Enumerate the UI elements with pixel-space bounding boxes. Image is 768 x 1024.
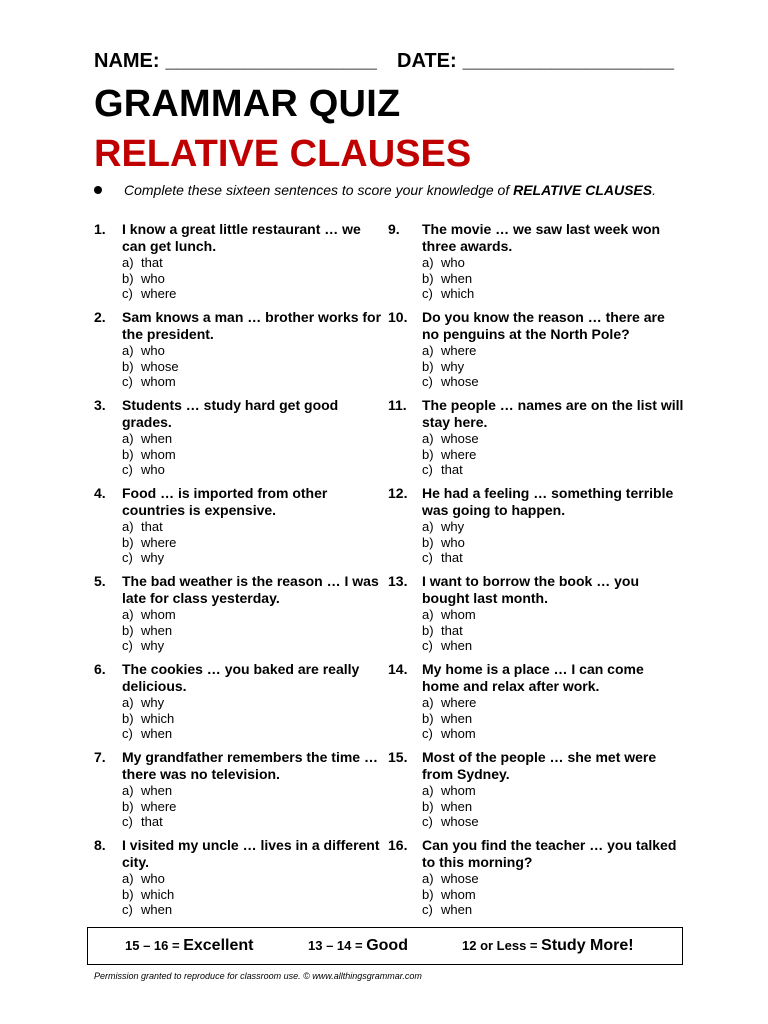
answer-option	[422, 814, 684, 830]
answer-option	[122, 783, 384, 799]
option-letter: a)	[422, 607, 434, 622]
question-options	[422, 783, 684, 830]
answer-option	[422, 255, 684, 271]
name-field	[94, 50, 377, 73]
answer-option	[422, 535, 684, 551]
answer-option	[122, 550, 384, 566]
option-letter: b)	[122, 358, 134, 374]
question-options	[422, 871, 684, 918]
question-options	[122, 519, 384, 566]
question-number: 6.	[94, 661, 106, 677]
answer-option	[422, 726, 684, 742]
option-text: whose	[441, 431, 479, 446]
answer-option	[122, 535, 384, 551]
option-text: whom	[141, 607, 176, 622]
answer-option	[122, 255, 384, 271]
question-options	[122, 607, 384, 654]
answer-option	[122, 447, 384, 463]
question-number: 8.	[94, 837, 106, 853]
question-text: The cookies … you baked are really delicious.	[122, 661, 360, 694]
question-options	[122, 431, 384, 478]
question-item	[94, 485, 384, 573]
option-letter: c)	[422, 550, 433, 565]
question-item	[94, 661, 384, 749]
option-text: where	[141, 286, 177, 301]
option-letter: b)	[422, 270, 434, 286]
question-options	[422, 255, 684, 302]
answer-option	[122, 519, 384, 535]
option-letter: c)	[422, 286, 433, 301]
question-number: 4.	[94, 485, 106, 501]
option-letter: b)	[422, 358, 434, 374]
option-text: why	[141, 638, 165, 653]
question-item	[388, 221, 684, 309]
questions-right-column	[388, 221, 684, 925]
answer-option	[122, 623, 384, 639]
option-text: where	[441, 343, 477, 358]
option-letter: b)	[422, 886, 434, 902]
option-text: that	[441, 622, 463, 638]
date-field	[397, 50, 674, 73]
page-subtitle: RELATIVE CLAUSES	[94, 133, 472, 175]
option-text: when	[441, 798, 473, 814]
question-options	[122, 695, 384, 742]
question-number: 13.	[388, 573, 408, 589]
option-text: which	[141, 886, 175, 902]
option-letter: b)	[122, 270, 134, 286]
question-text: He had a feeling … something terrible was going to happen.	[422, 485, 674, 518]
option-text: where	[441, 446, 477, 462]
option-text: whose	[141, 358, 179, 374]
question-options	[422, 519, 684, 566]
option-letter: c)	[122, 726, 133, 741]
option-text: who	[141, 462, 165, 477]
answer-option	[122, 374, 384, 390]
question-number: 16.	[388, 837, 408, 853]
answer-option	[422, 431, 684, 447]
option-letter: a)	[422, 431, 434, 446]
answer-option	[422, 447, 684, 463]
answer-option	[122, 871, 384, 887]
question-number: 11.	[388, 397, 407, 413]
header	[94, 50, 674, 73]
name-blank: ___________________	[165, 50, 377, 72]
option-text: who	[141, 871, 165, 886]
option-letter: a)	[122, 431, 134, 446]
option-letter: b)	[122, 622, 134, 638]
footer-permission: Permission granted to reproduce for classroom use. © www.allthingsgrammar.com	[94, 971, 422, 981]
question-item	[94, 837, 384, 925]
question-text: Most of the people … she met were from Sydney.	[422, 749, 657, 782]
date-label: DATE:	[397, 50, 457, 72]
option-text: that	[441, 550, 463, 565]
answer-option	[422, 271, 684, 287]
answer-option	[122, 638, 384, 654]
question-options	[422, 431, 684, 478]
scoring-box	[87, 927, 683, 965]
option-letter: a)	[422, 695, 434, 710]
question-item	[388, 661, 684, 749]
option-text: that	[141, 519, 163, 534]
option-text: when	[141, 783, 173, 798]
answer-option	[122, 902, 384, 918]
question-item	[388, 573, 684, 661]
option-text: which	[141, 710, 175, 726]
answer-option	[422, 695, 684, 711]
option-letter: c)	[422, 462, 433, 477]
option-letter: b)	[422, 798, 434, 814]
name-label: NAME:	[94, 50, 160, 72]
question-number: 9.	[388, 221, 400, 237]
answer-option	[422, 799, 684, 815]
question-item	[94, 309, 384, 397]
option-letter: a)	[422, 255, 434, 270]
question-number: 7.	[94, 749, 106, 765]
option-letter: a)	[422, 871, 434, 886]
option-letter: b)	[122, 710, 134, 726]
score-good: 13 – 14 = Good	[308, 937, 408, 954]
option-letter: c)	[422, 726, 433, 741]
question-text: The people … names are on the list will stay here.	[422, 397, 684, 430]
option-text: when	[141, 431, 173, 446]
option-text: when	[441, 902, 473, 917]
option-letter: c)	[122, 902, 133, 917]
answer-option	[122, 286, 384, 302]
option-text: that	[441, 462, 463, 477]
question-number: 2.	[94, 309, 106, 325]
option-text: whom	[141, 446, 176, 462]
answer-option	[422, 871, 684, 887]
answer-option	[422, 462, 684, 478]
answer-option	[422, 343, 684, 359]
option-letter: b)	[122, 798, 134, 814]
answer-option	[122, 814, 384, 830]
option-text: why	[441, 358, 465, 374]
option-letter: b)	[122, 886, 134, 902]
page-title: GRAMMAR QUIZ	[94, 83, 401, 125]
option-text: why	[441, 519, 465, 534]
question-text: Sam knows a man … brother works for the president.	[122, 309, 382, 342]
option-text: whose	[441, 871, 479, 886]
option-letter: a)	[122, 343, 134, 358]
option-text: when	[441, 638, 473, 653]
question-number: 12.	[388, 485, 408, 501]
option-text: whom	[441, 783, 476, 798]
option-text: that	[141, 255, 163, 270]
questions-left-column	[94, 221, 384, 925]
option-text: whom	[441, 726, 476, 741]
option-letter: c)	[122, 462, 133, 477]
option-text: whose	[441, 814, 479, 829]
answer-option	[422, 359, 684, 375]
question-number: 3.	[94, 397, 106, 413]
question-number: 1.	[94, 221, 106, 237]
option-letter: c)	[122, 550, 133, 565]
option-letter: b)	[422, 622, 434, 638]
answer-option	[122, 431, 384, 447]
question-item	[94, 221, 384, 309]
option-text: where	[141, 798, 177, 814]
question-item	[388, 309, 684, 397]
option-text: who	[441, 534, 465, 550]
answer-option	[122, 799, 384, 815]
question-options	[122, 255, 384, 302]
question-number: 10.	[388, 309, 408, 325]
option-letter: b)	[422, 710, 434, 726]
question-options	[422, 343, 684, 390]
option-text: why	[141, 695, 165, 710]
answer-option	[122, 711, 384, 727]
option-letter: c)	[422, 374, 433, 389]
answer-option	[122, 343, 384, 359]
answer-option	[422, 711, 684, 727]
question-item	[94, 397, 384, 485]
instruction-text: Complete these sixteen sentences to score your knowledge of RELATIVE CLAUSES.	[124, 182, 656, 198]
question-options	[122, 343, 384, 390]
question-text: The movie … we saw last week won three awards.	[422, 221, 661, 254]
question-options	[422, 607, 684, 654]
option-text: when	[441, 270, 473, 286]
question-item	[388, 485, 684, 573]
question-item	[94, 749, 384, 837]
answer-option	[422, 623, 684, 639]
answer-option	[122, 695, 384, 711]
option-letter: a)	[422, 519, 434, 534]
instruction	[94, 182, 694, 198]
question-text: Students … study hard get good grades.	[122, 397, 339, 430]
question-number: 15.	[388, 749, 408, 765]
date-blank: ___________________	[462, 50, 674, 72]
option-letter: a)	[122, 783, 134, 798]
answer-option	[122, 462, 384, 478]
option-text: when	[141, 622, 173, 638]
answer-option	[122, 271, 384, 287]
option-text: whom	[141, 374, 176, 389]
option-letter: b)	[422, 446, 434, 462]
option-letter: a)	[122, 519, 134, 534]
answer-option	[422, 519, 684, 535]
question-item	[388, 397, 684, 485]
question-text: I visited my uncle … lives in a different city.	[122, 837, 380, 870]
option-letter: c)	[122, 814, 133, 829]
option-text: where	[141, 534, 177, 550]
answer-option	[122, 607, 384, 623]
question-text: My grandfather remembers the time … there was no television.	[122, 749, 378, 782]
question-number: 5.	[94, 573, 106, 589]
option-letter: a)	[122, 695, 134, 710]
answer-option	[122, 887, 384, 903]
option-letter: a)	[122, 255, 134, 270]
option-letter: c)	[422, 814, 433, 829]
answer-option	[422, 607, 684, 623]
option-letter: c)	[122, 374, 133, 389]
question-text: I want to borrow the book … you bought last month.	[422, 573, 639, 606]
option-text: who	[441, 255, 465, 270]
option-letter: a)	[422, 783, 434, 798]
answer-option	[122, 726, 384, 742]
option-text: when	[141, 902, 173, 917]
option-letter: a)	[122, 607, 134, 622]
option-text: whose	[441, 374, 479, 389]
option-text: which	[441, 286, 475, 301]
question-text: Do you know the reason … there are no penguins at the North Pole?	[422, 309, 665, 342]
option-letter: b)	[122, 534, 134, 550]
answer-option	[422, 902, 684, 918]
question-number: 14.	[388, 661, 408, 677]
answer-option	[122, 359, 384, 375]
option-text: who	[141, 343, 165, 358]
option-text: who	[141, 270, 165, 286]
answer-option	[422, 638, 684, 654]
score-study-more: 12 or Less = Study More!	[462, 937, 634, 954]
question-item	[388, 837, 684, 925]
option-text: when	[141, 726, 173, 741]
answer-option	[422, 286, 684, 302]
question-options	[422, 695, 684, 742]
option-text: when	[441, 710, 473, 726]
option-letter: c)	[422, 902, 433, 917]
score-excellent: 15 – 16 = Excellent	[125, 937, 254, 954]
option-letter: c)	[122, 286, 133, 301]
question-text: Food … is imported from other countries is expensive.	[122, 485, 328, 518]
option-letter: c)	[422, 638, 433, 653]
question-text: The bad weather is the reason … I was late for class yesterday.	[122, 573, 379, 606]
question-text: I know a great little restaurant … we can get lunch.	[122, 221, 361, 254]
option-text: that	[141, 814, 163, 829]
bullet-icon	[94, 186, 102, 194]
question-text: Can you find the teacher … you talked to this morning?	[422, 837, 677, 870]
answer-option	[422, 550, 684, 566]
answer-option	[422, 887, 684, 903]
option-text: whom	[441, 607, 476, 622]
option-letter: a)	[122, 871, 134, 886]
answer-option	[422, 783, 684, 799]
question-options	[122, 783, 384, 830]
answer-option	[422, 374, 684, 390]
question-options	[122, 871, 384, 918]
option-letter: a)	[422, 343, 434, 358]
option-letter: b)	[422, 534, 434, 550]
option-letter: c)	[122, 638, 133, 653]
option-letter: b)	[122, 446, 134, 462]
option-text: why	[141, 550, 165, 565]
question-item	[388, 749, 684, 837]
option-text: whom	[441, 886, 476, 902]
question-item	[94, 573, 384, 661]
option-text: where	[441, 695, 477, 710]
question-text: My home is a place … I can come home and relax after work.	[422, 661, 644, 694]
